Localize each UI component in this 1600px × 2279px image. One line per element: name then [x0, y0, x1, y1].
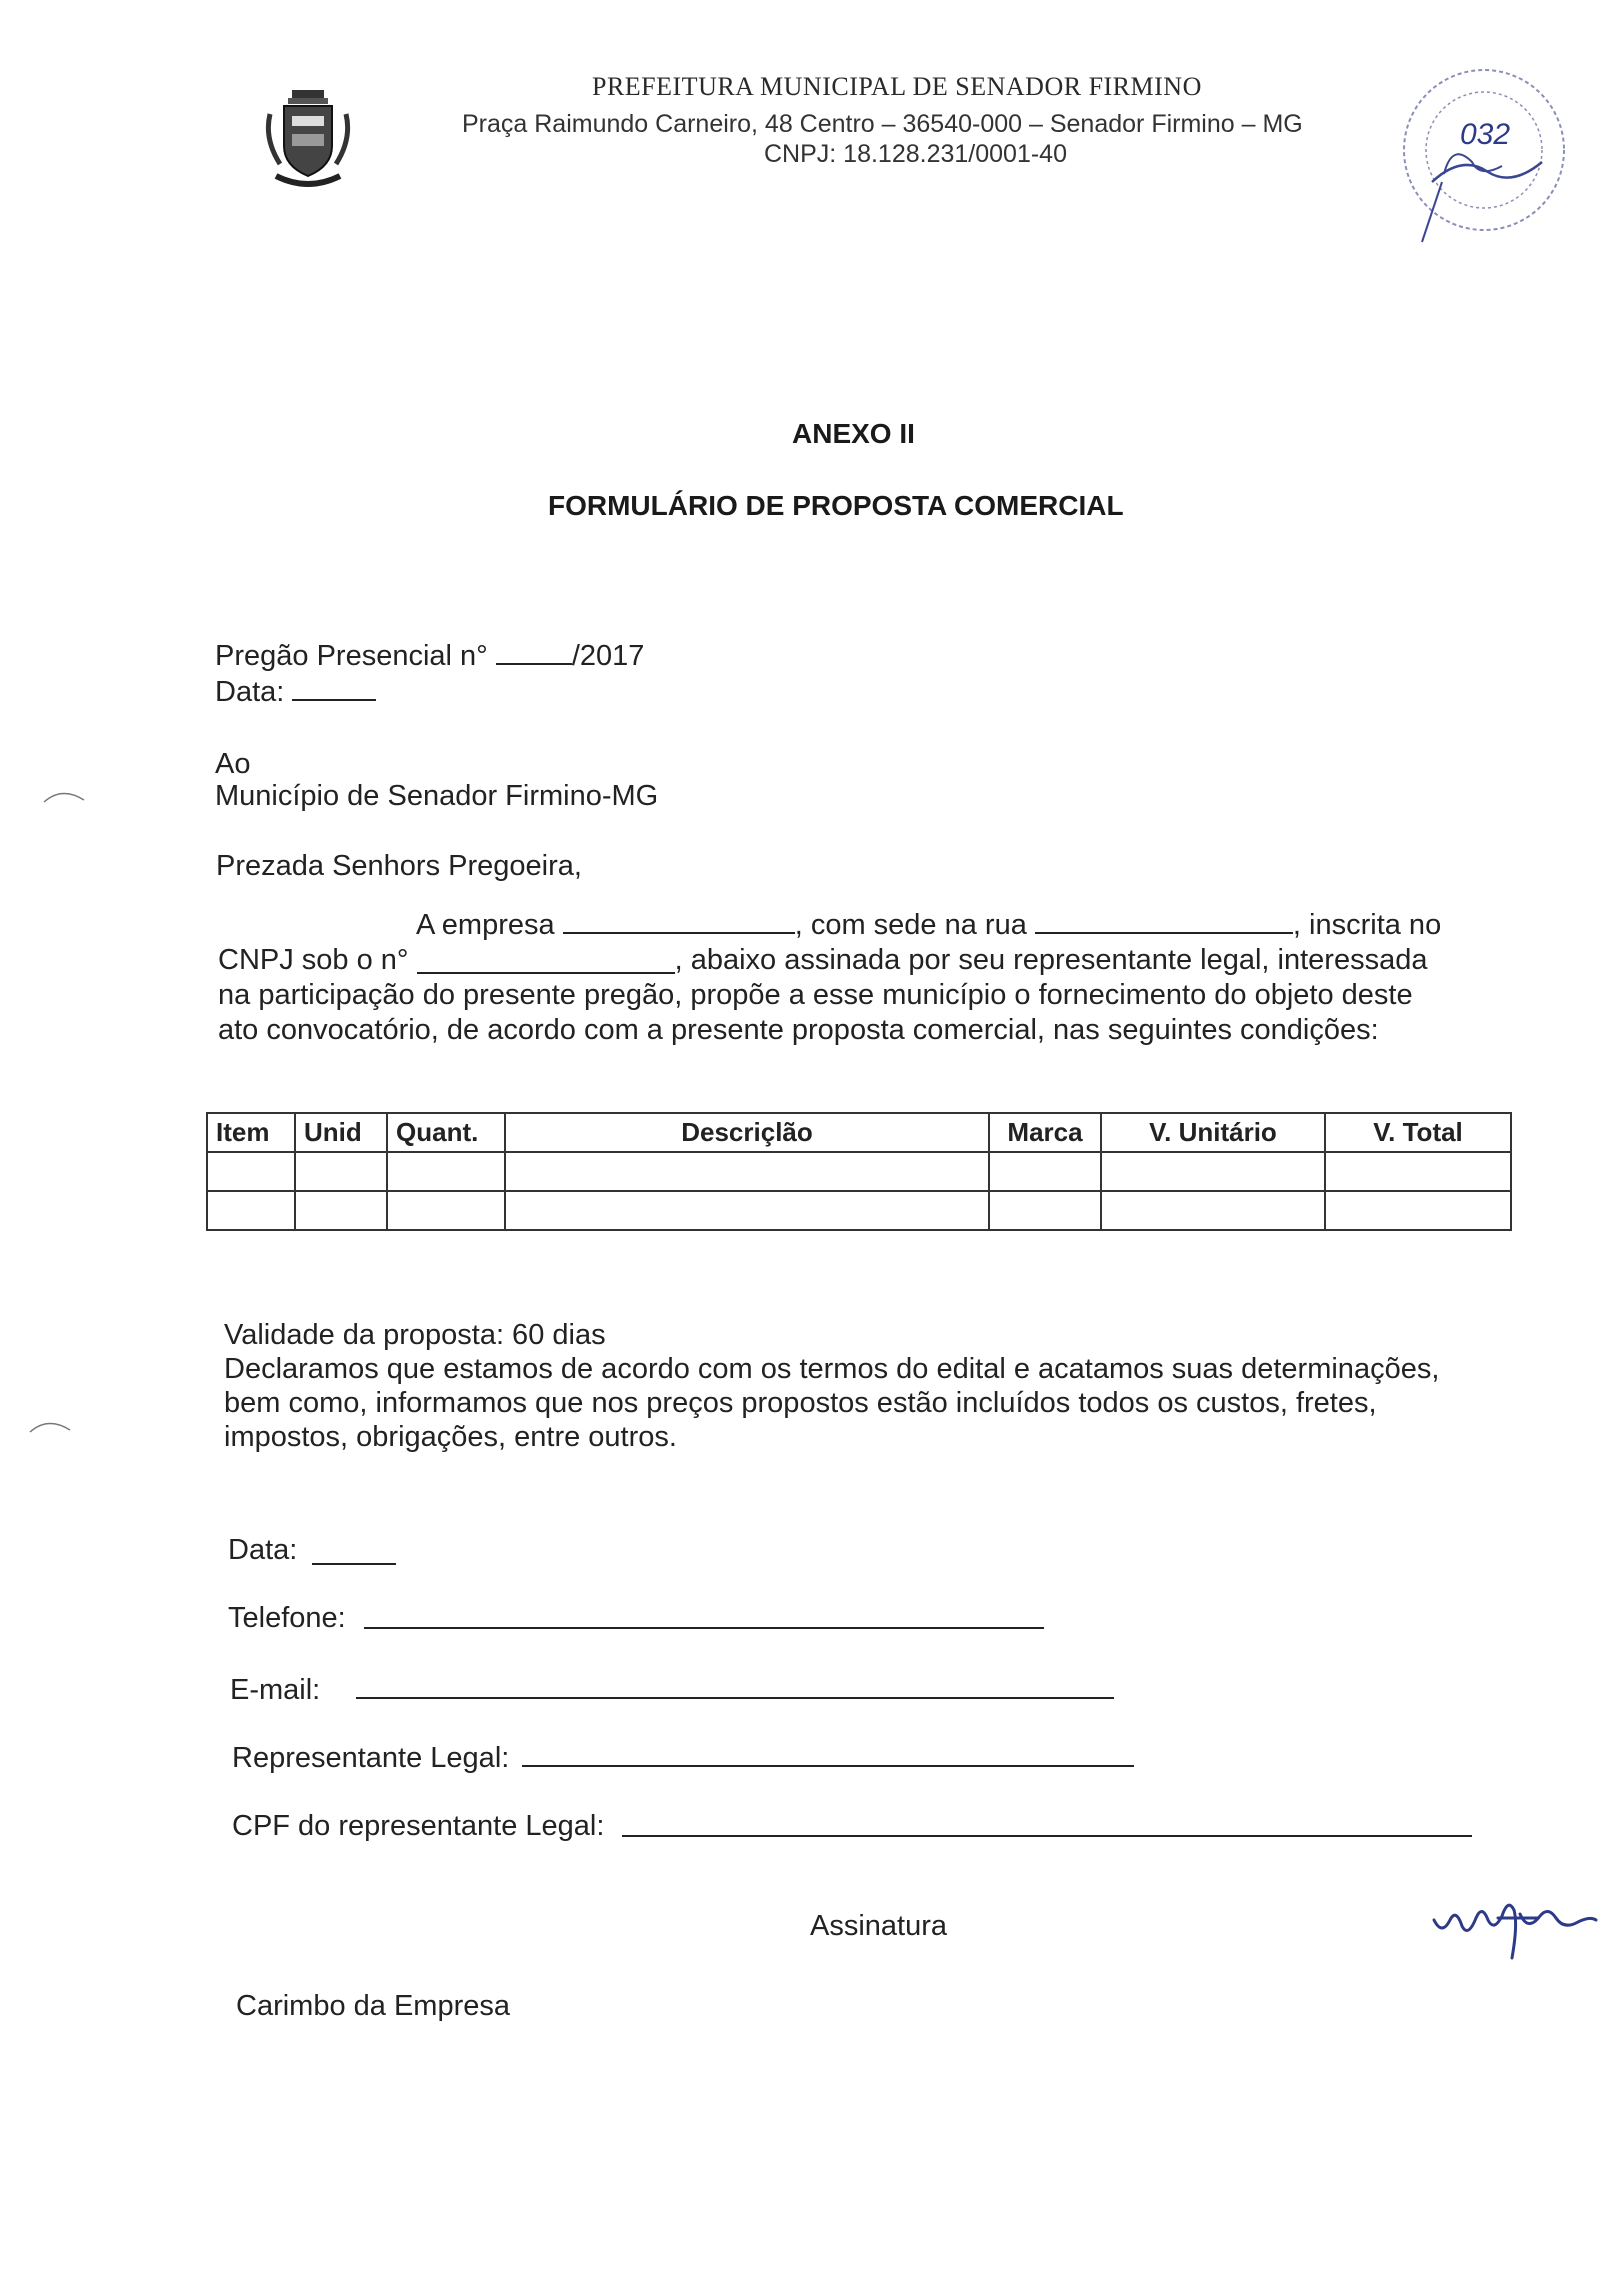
- commission-stamp: [1392, 62, 1570, 246]
- date-line: [215, 676, 376, 709]
- field-cpf-label: CPF do representante Legal:: [232, 1810, 605, 1842]
- col-descricao: Descriçlão: [505, 1113, 989, 1152]
- col-v-unitario: V. Unitário: [1101, 1113, 1325, 1152]
- declaration-line-3: impostos, obrigações, entre outros.: [224, 1421, 677, 1453]
- recipient-line-1: Ao: [215, 748, 251, 780]
- table-cell[interactable]: [387, 1191, 505, 1230]
- cnpj-label: CNPJ sob o n°: [218, 944, 409, 976]
- field-phone-label: Telefone:: [228, 1602, 346, 1634]
- form-title: FORMULÁRIO DE PROPOSTA COMERCIAL: [548, 490, 1124, 521]
- company-blank[interactable]: [563, 931, 795, 934]
- signature-label: Assinatura: [810, 1910, 948, 1942]
- punch-mark: [42, 788, 86, 804]
- table-cell[interactable]: [505, 1152, 989, 1191]
- table-cell[interactable]: [1325, 1152, 1511, 1191]
- greeting: Prezada Senhors Pregoeira,: [216, 850, 582, 882]
- field-representative-line[interactable]: [522, 1764, 1134, 1767]
- table-cell[interactable]: [387, 1152, 505, 1191]
- pregao-line: [215, 640, 644, 673]
- table-cell[interactable]: [989, 1152, 1101, 1191]
- body-line-2-rest: , abaixo assinada por seu representante legal, interessada: [674, 944, 1428, 976]
- field-cpf-line[interactable]: [622, 1834, 1472, 1837]
- header-address: Praça Raimundo Carneiro, 48 Centro – 36540-000 – Senador Firmino – MG: [462, 110, 1303, 138]
- header-title: PREFEITURA MUNICIPAL DE SENADOR FIRMINO: [592, 72, 1202, 101]
- table-cell[interactable]: [295, 1191, 387, 1230]
- cnpj-blank[interactable]: [417, 971, 675, 974]
- street-blank[interactable]: [1035, 931, 1293, 934]
- col-marca: Marca: [989, 1113, 1101, 1152]
- items-table: [206, 1112, 1512, 1231]
- table-row: [207, 1191, 1511, 1230]
- pregao-number-blank[interactable]: [496, 662, 572, 665]
- table-cell[interactable]: [1325, 1191, 1511, 1230]
- date-blank[interactable]: [292, 698, 376, 701]
- stamp-number: 032: [1460, 118, 1511, 151]
- field-representative-label: Representante Legal:: [232, 1742, 510, 1774]
- recipient-line-2: Município de Senador Firmino-MG: [215, 780, 659, 812]
- table-cell[interactable]: [505, 1191, 989, 1230]
- annex-heading: ANEXO II: [792, 418, 915, 449]
- field-phone-line[interactable]: [364, 1626, 1044, 1629]
- declaration-line-2: bem como, informamos que nos preços propostos estão incluídos todos os custos, fretes,: [224, 1387, 1377, 1419]
- declaration-block: [224, 1318, 1520, 1454]
- company-stamp-label: Carimbo da Empresa: [236, 1990, 510, 2022]
- table-cell[interactable]: [207, 1191, 295, 1230]
- validity-text: Validade da proposta: 60 dias: [224, 1319, 606, 1351]
- punch-mark: [28, 1418, 72, 1434]
- table-row: [207, 1152, 1511, 1191]
- company-label: A empresa: [416, 909, 555, 941]
- header-cnpj: CNPJ: 18.128.231/0001-40: [764, 140, 1067, 168]
- table-cell[interactable]: [1101, 1191, 1325, 1230]
- date-label: Data:: [215, 676, 285, 708]
- declaration-line-1: Declaramos que estamos de acordo com os termos do edital e acatamos suas determinações,: [224, 1353, 1440, 1385]
- registered-label: , inscrita no: [1292, 909, 1442, 941]
- handwritten-initials: [1428, 1888, 1600, 1968]
- municipal-crest-icon: [262, 84, 354, 194]
- table-header-row: [207, 1113, 1511, 1152]
- table-cell[interactable]: [295, 1152, 387, 1191]
- col-item: Item: [207, 1113, 295, 1152]
- pregao-year: /2017: [571, 640, 645, 672]
- col-v-total: V. Total: [1325, 1113, 1511, 1152]
- proposal-paragraph: [218, 908, 1513, 1048]
- table-cell[interactable]: [989, 1191, 1101, 1230]
- pregao-label: Pregão Presencial n°: [215, 640, 488, 672]
- field-date-line[interactable]: [312, 1562, 396, 1565]
- field-email-label: E-mail:: [230, 1674, 321, 1706]
- seat-label: , com sede na rua: [794, 909, 1027, 941]
- field-date-label: Data:: [228, 1534, 298, 1566]
- col-quant: Quant.: [387, 1113, 505, 1152]
- body-line-4: ato convocatório, de acordo com a presente proposta comercial, nas seguintes condições:: [218, 1014, 1379, 1046]
- field-email-line[interactable]: [356, 1696, 1114, 1699]
- col-unid: Unid: [295, 1113, 387, 1152]
- table-cell[interactable]: [207, 1152, 295, 1191]
- body-line-3: na participação do presente pregão, propõe a esse município o fornecimento do objeto deste: [218, 979, 1413, 1011]
- table-cell[interactable]: [1101, 1152, 1325, 1191]
